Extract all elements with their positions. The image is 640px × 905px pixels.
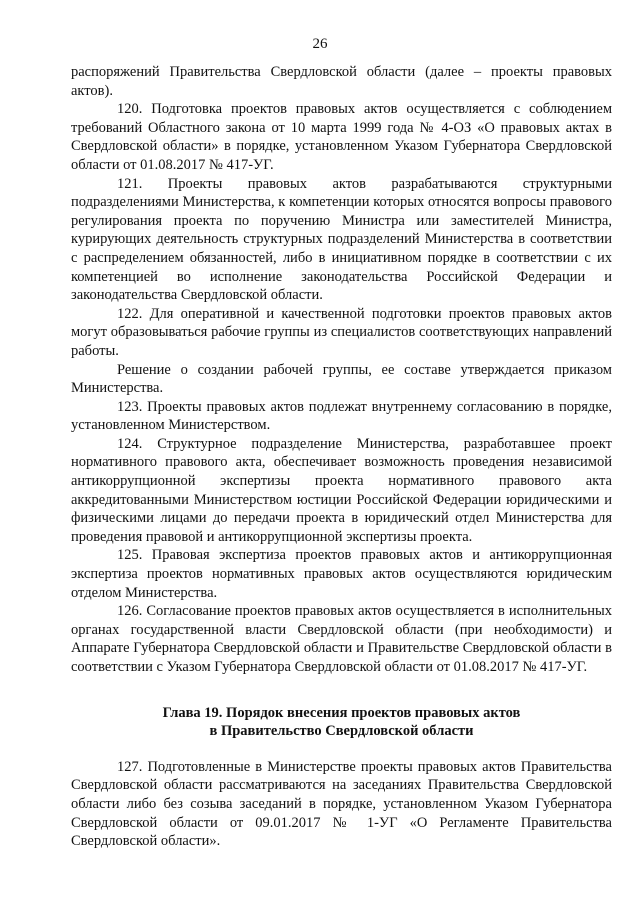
paragraph-122-decision: Решение о создании рабочей группы, ее составе утверждается приказом Министерства.	[71, 361, 612, 397]
paragraph-122: 122. Для оперативной и качественной подготовки проектов правовых актов могут образовываться рабочие группы из специалистов соответствующих направлений работы.	[71, 305, 612, 359]
paragraph-123: 123. Проекты правовых актов подлежат внутреннему согласованию в порядке, установленном Министерством.	[71, 398, 612, 434]
paragraph-125: 125. Правовая экспертиза проектов правовых актов и антикоррупционная экспертиза проектов нормативных правовых актов осуществляются юридическим отделом Министерства.	[71, 547, 612, 601]
paragraph-124: 124. Структурное подразделение Министерства, разработавшее проект нормативного правового акта, обеспечивает возможность проведения независимой антикоррупционной экспертизы проекта нормативного правового акта аккредитованными Министерством юстиции Российской Федерации юридическими и физическими лицами до передачи проекта в юридический отдел Министерства для проведения правовой и антикоррупционной экспертизы проекта.	[71, 435, 612, 545]
chapter-title-line-1: Глава 19. Порядок внесения проектов правовых актов	[162, 704, 521, 721]
paragraph-120: 120. Подготовка проектов правовых актов осуществляется с соблюдением требований Областного закона от 10 марта 1999 года № 4-ОЗ «О правовых актах в Свердловской области» в порядке, установленном Указом Губернатора Свердловской области от 01.08.2017 № 417-УГ.	[71, 101, 612, 173]
chapter-heading	[71, 704, 612, 741]
paragraph-126: 126. Согласование проектов правовых актов осуществляется в исполнительных органах государственной власти Свердловской области (при необходимости) и Аппарате Губернатора Свердловской области и Правительстве Свердловской области в соответствии с Указом Губернатора Свердловской области от 01.08.2017 № 417-УГ.	[71, 603, 612, 675]
chapter-title-line-2: в Правительство Свердловской области	[209, 723, 474, 740]
document-body	[71, 63, 612, 851]
page-number: 26	[312, 36, 328, 52]
paragraph-127: 127. Подготовленные в Министерстве проекты правовых актов Правительства Свердловской области рассматриваются на заседаниях Правительства Свердловской области либо без созыва заседаний в порядке, установленном Указом Губернатора Свердловской области от 09.01.2017 № 1-УГ «О Регламенте Правительства Свердловской области».	[71, 758, 612, 850]
paragraph-continuation: распоряжений Правительства Свердловской области (далее – проекты правовых актов).	[71, 64, 612, 99]
paragraph-121: 121. Проекты правовых актов разрабатываются структурными подразделениями Министерства, к компетенции которых относятся вопросы правового регулирования проекта по поручению Министра или заместителей Министра, курирующих деятельность структурных подразделений Министерства в соответствии с распределением обязанностей, либо в инициативном порядке в соответствии с их компетенцией во исполнение законодательства Российской Федерации и законодательства Свердловской области.	[71, 175, 612, 304]
